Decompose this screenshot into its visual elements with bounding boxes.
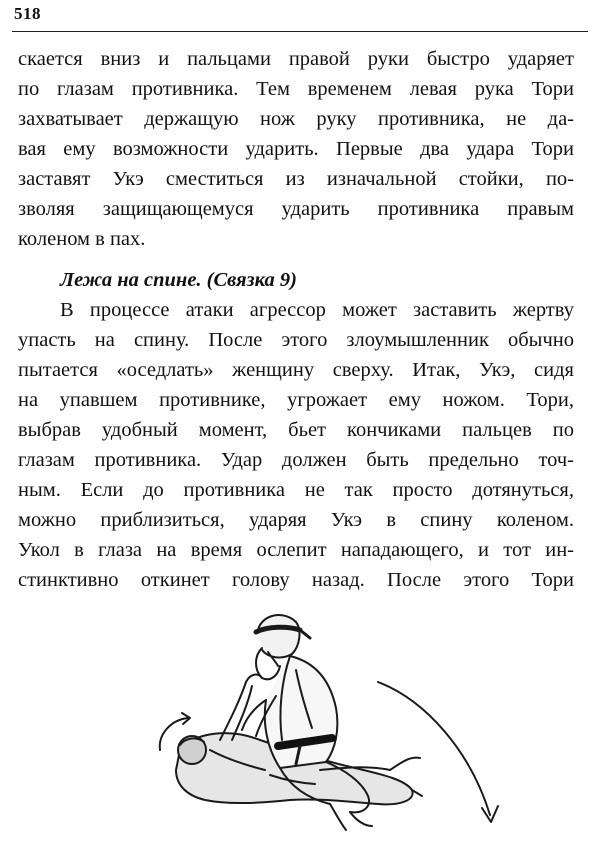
text-line: можно приблизиться, ударяя Укэ в спину коленом.	[18, 509, 574, 531]
text-line: В процессе атаки агрессор может заставить жертву	[60, 299, 574, 321]
text-line: зволяя защищающемуся ударить противника правым	[18, 198, 574, 220]
text-line: выбрав удобный момент, бьет кончиками пальцев по	[18, 419, 574, 441]
paragraph-continued	[18, 44, 574, 254]
text-line: упасть на спину. После этого злоумышленник обычно	[18, 329, 574, 351]
text-line: пытается «оседлать» женщину сверху. Итак, Укэ, сидя	[18, 359, 574, 381]
text-line: вая ему возможности ударить. Первые два удара Тори	[18, 138, 574, 160]
martial-arts-illustration	[150, 600, 510, 863]
section-lying-on-back	[18, 265, 574, 595]
text-line: ным. Если до противника не так просто дотянуться,	[18, 479, 574, 501]
text-line: стинктивно откинет голову назад. После этого Тори	[18, 569, 574, 591]
page-number: 518	[14, 4, 41, 23]
text-line: скается вниз и пальцами правой руки быстро ударяет	[18, 48, 574, 70]
text-line: глазам противника. Удар должен быть предельно точ-	[18, 449, 574, 471]
text-line: захватывает держащую нож руку противника, не да-	[18, 108, 574, 130]
section-heading: Лежа на спине. (Связка 9)	[60, 269, 297, 291]
text-line: на упавшем противнике, угрожает ему ножом. Тори,	[18, 389, 574, 411]
header-divider	[12, 31, 588, 32]
text-line: Укол в глаза на время ослепит нападающего, и тот ин-	[18, 539, 574, 561]
text-line: заставят Укэ сместиться из изначальной стойки, по-	[18, 168, 574, 190]
text-line: коленом в пах.	[18, 228, 146, 250]
text-line: по глазам противника. Тем временем левая рука Тори	[18, 78, 574, 100]
